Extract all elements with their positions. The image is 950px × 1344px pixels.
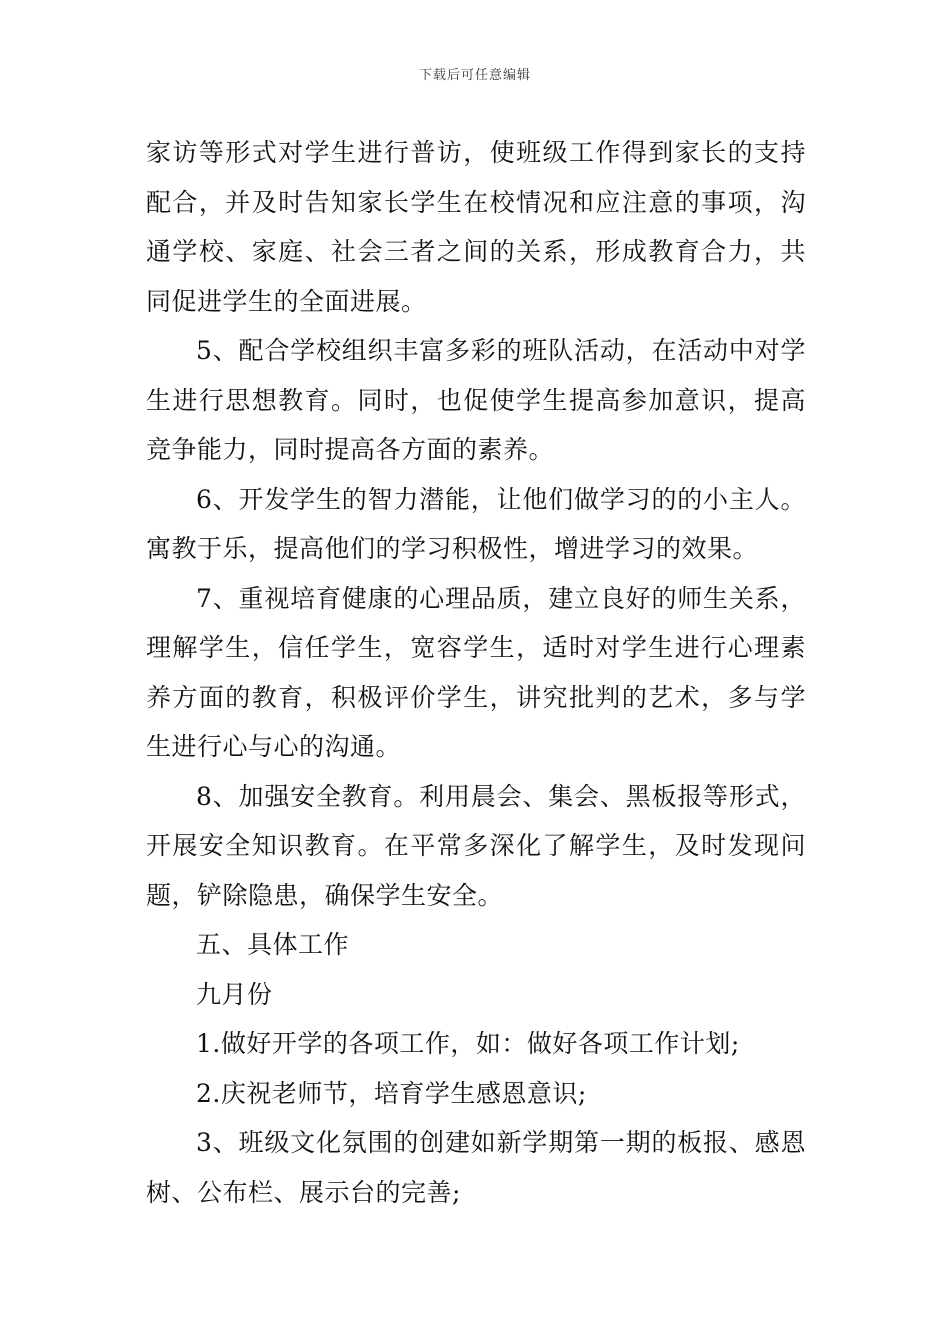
paragraph: 5、配合学校组织丰富多彩的班队活动，在活动中对学生进行思想教育。同时，也促使学生提高参加意识，提高竞争能力，同时提高各方面的素养。: [146, 336, 806, 464]
paragraph: 6、开发学生的智力潜能，让他们做学习的的小主人。寓教于乐，提高他们的学习积极性，增进学习的效果。: [146, 484, 806, 563]
subsection-heading: 九月份: [196, 979, 273, 1009]
paragraph: 8、加强安全教育。利用晨会、集会、黑板报等形式，开展安全知识教育。在平常多深化了解学生，及时发现问题，铲除隐患，确保学生安全。: [146, 781, 806, 910]
list-item: 3、班级文化氛围的创建如新学期第一期的板报、感恩树、公布栏、展示台的完善;: [146, 1128, 806, 1207]
page-header: 下载后可任意编辑: [418, 68, 531, 83]
list-item: 2.庆祝老师节，培育学生感恩意识;: [196, 1078, 587, 1108]
list-item: 1.做好开学的各项工作，如：做好各项工作计划;: [196, 1029, 740, 1058]
paragraph: 家访等形式对学生进行普访，使班级工作得到家长的支持配合，并及时告知家长学生在校情况和应注意的事项，沟通学校、家庭、社会三者之间的关系，形成教育合力，共同促进学生的全面进展。: [146, 138, 806, 316]
document-body: [146, 128, 806, 1217]
section-heading: 五、具体工作: [196, 930, 350, 959]
paragraph: 7、重视培育健康的心理品质，建立良好的师生关系，理解学生，信任学生，宽容学生，适时对学生进行心理素养方面的教育，积极评价学生，讲究批判的艺术，多与学生进行心与心的沟通。: [146, 583, 806, 761]
